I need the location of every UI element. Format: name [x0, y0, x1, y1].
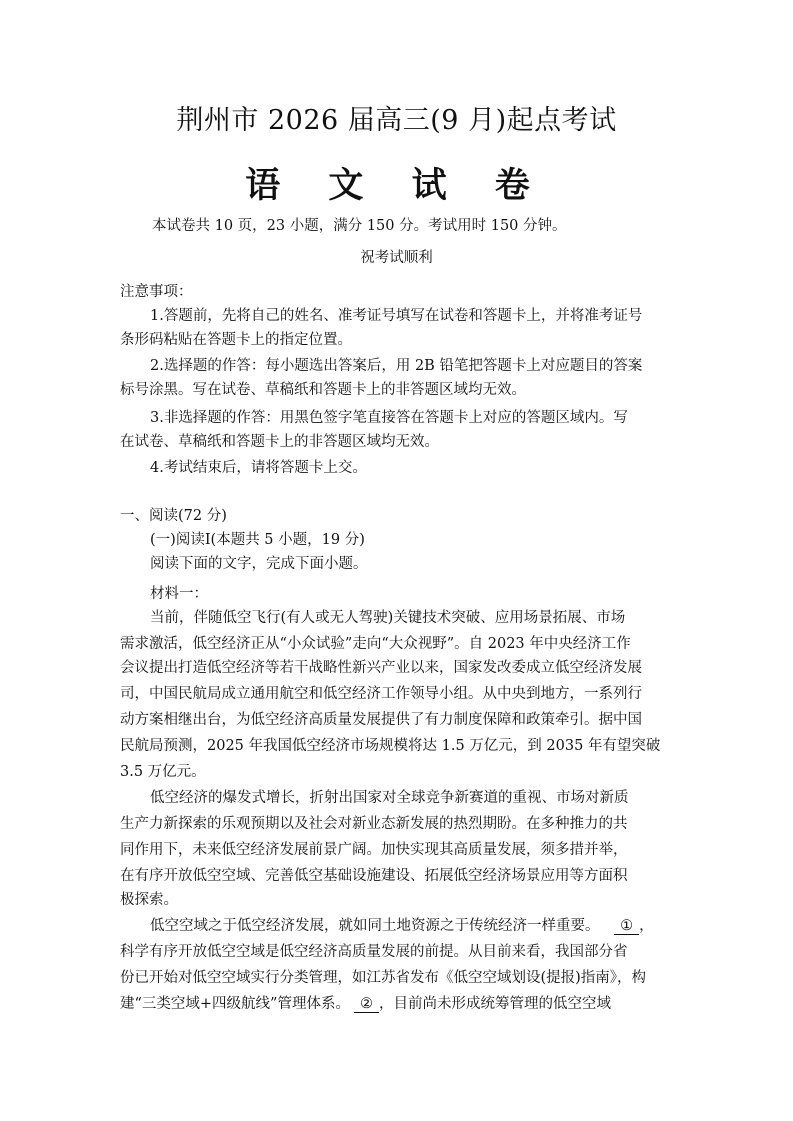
- passage-text: ，: [639, 918, 654, 934]
- passage-line: 需求激活，低空经济正从“小众试验”走向“大众视野”。自 2023 年中央经济工作: [120, 636, 631, 652]
- passage-line: 民航局预测，2025 年我国低空经济市场规模将达 1.5 万亿元，到 2035 年有望突破: [120, 738, 661, 754]
- section-heading: 一、阅读(72 分): [120, 508, 227, 524]
- passage-line: 会议提出打造低空经济等若干战略性新兴产业以来，国家发改委成立低空经济发展: [120, 660, 642, 676]
- notes-line: 3.非选择题的作答：用黑色签字笔直接答在答题卡上对应的答题区域内。写: [150, 410, 628, 426]
- subject-title: 语 文 试 卷: [245, 165, 548, 206]
- passage-line: 份已开始对低空空域实行分类管理，如江苏省发布《低空空域划设(提报)指南》，构: [120, 970, 647, 986]
- material-label: 材料一：: [150, 586, 208, 602]
- passage-line: 科学有序开放低空空域是低空经济高质量发展的前提。从目前来看，我国部分省: [120, 944, 628, 960]
- notes-line: 标号涂黑。写在试卷、草稿纸和答题卡上的非答题区域均无效。: [120, 382, 526, 398]
- passage-line: 生产力新探索的乐观预期以及社会对新业态新发展的热烈期盼。在多种推力的共: [120, 816, 628, 832]
- passage-text: 低空空域之于低空经济发展，就如同土地资源之于传统经济一样重要。: [150, 918, 600, 934]
- notes-heading: 注意事项：: [120, 284, 193, 300]
- passage-line-with-blank: [150, 916, 654, 936]
- section-subheading: (一)阅读Ⅰ(本题共 5 小题，19 分): [150, 532, 365, 548]
- passage-line: 当前，伴随低空飞行(有人或无人驾驶)关键技术突破、应用场景拓展、市场: [150, 610, 626, 626]
- passage-line: 同作用下，未来低空经济发展前景广阔。加快实现其高质量发展，须多措并举，: [120, 842, 628, 858]
- notes-line: 4.考试结束后，请将答题卡上交。: [150, 460, 367, 476]
- blank-2: ②: [354, 996, 379, 1013]
- passage-line: 司，中国民航局成立通用航空和低空经济工作领导小组。从中央到地方，一系列行: [120, 686, 642, 702]
- passage-line: 低空经济的爆发式增长，折射出国家对全球竞争新赛道的重视、市场对新质: [150, 790, 629, 806]
- section-instruction: 阅读下面的文字，完成下面小题。: [150, 556, 368, 572]
- passage-line: 极探索。: [120, 892, 178, 908]
- passage-line-with-blank: [120, 994, 611, 1014]
- passage-text: ，目前尚未形成统筹管理的低空空域: [378, 996, 611, 1012]
- blank-1: ①: [614, 918, 639, 935]
- exam-title: 荆州市 2026 届高三(9 月)起点考试: [176, 105, 617, 136]
- notes-line: 条形码粘贴在答题卡上的指定位置。: [120, 332, 352, 348]
- passage-line: 动方案相继出台，为低空经济高质量发展提供了有力制度保障和政策牵引。据中国: [120, 712, 642, 728]
- notes-line: 在试卷、草稿纸和答题卡上的非答题区域均无效。: [120, 434, 439, 450]
- passage-line: 在有序开放低空空域、完善低空基础设施建设、拓展低空经济场景应用等方面积: [120, 868, 628, 884]
- passage-text: 建“三类空域+四级航线”管理体系。: [120, 996, 350, 1012]
- passage-line: 3.5 万亿元。: [120, 764, 206, 780]
- notes-line: 1.答题前，先将自己的姓名、准考证号填写在试卷和答题卡上，并将准考证号: [150, 308, 643, 324]
- wish-text: 祝考试顺利: [360, 250, 433, 266]
- notes-line: 2.选择题的作答：每小题选出答案后，用 2B 铅笔把答题卡上对应题目的答案: [150, 358, 643, 374]
- exam-info: 本试卷共 10 页，23 小题，满分 150 分。考试用时 150 分钟。: [152, 218, 567, 234]
